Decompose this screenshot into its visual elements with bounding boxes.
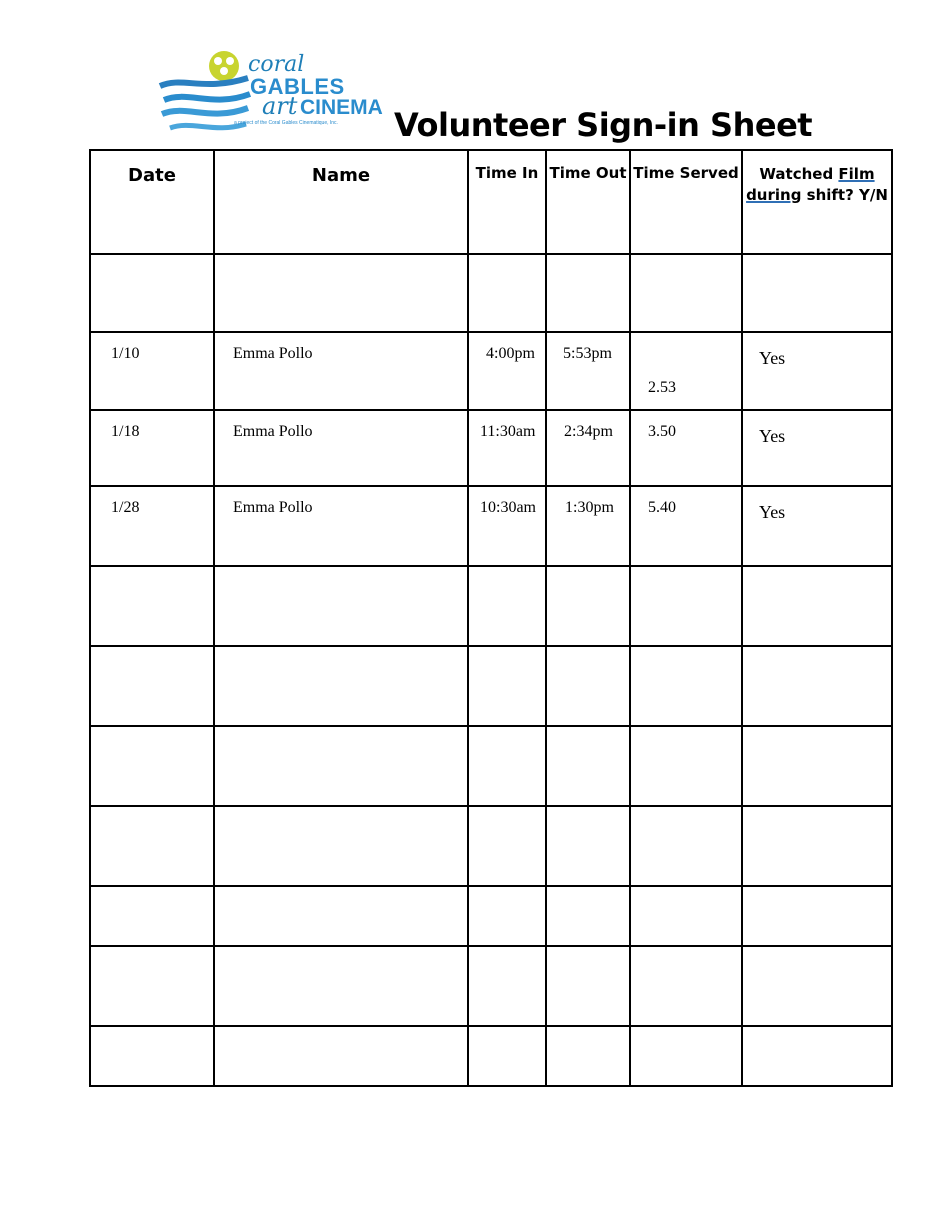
cell[interactable] — [214, 566, 468, 646]
table-row-blank — [90, 806, 892, 886]
cell-time-in[interactable] — [468, 486, 546, 566]
cell[interactable] — [90, 254, 214, 332]
cell-name[interactable] — [214, 332, 468, 410]
cell[interactable] — [630, 806, 742, 886]
cell-time-served[interactable] — [630, 486, 742, 566]
cell[interactable] — [630, 646, 742, 726]
row-watched: Yes — [759, 502, 786, 522]
cell[interactable] — [546, 566, 630, 646]
cell[interactable] — [630, 886, 742, 946]
cell[interactable] — [546, 806, 630, 886]
header-row — [90, 150, 892, 254]
cell[interactable] — [742, 726, 892, 806]
row-name: Emma Pollo — [233, 345, 313, 362]
cell[interactable] — [90, 566, 214, 646]
cell[interactable] — [468, 566, 546, 646]
cell[interactable] — [742, 646, 892, 726]
cell[interactable] — [468, 946, 546, 1026]
col-header-time-served: Time Served — [630, 150, 742, 254]
row-time-in: 4:00pm — [486, 345, 535, 362]
logo-text-gables: GABLES — [250, 74, 345, 99]
cell[interactable] — [214, 806, 468, 886]
cell-date[interactable] — [90, 332, 214, 410]
row-watched: Yes — [759, 426, 786, 446]
cell[interactable] — [546, 886, 630, 946]
row-time-out: 1:30pm — [565, 499, 614, 516]
watched-text-film: Film — [838, 165, 875, 183]
cell[interactable] — [468, 1026, 546, 1086]
col-header-name: Name — [214, 150, 468, 254]
cell-watched[interactable] — [742, 410, 892, 486]
cell[interactable] — [546, 726, 630, 806]
row-time-out: 2:34pm — [564, 423, 613, 440]
table-row — [90, 486, 892, 566]
cell[interactable] — [630, 254, 742, 332]
cell-name[interactable] — [214, 486, 468, 566]
cell[interactable] — [742, 566, 892, 646]
row-date: 1/10 — [111, 345, 140, 362]
row-date: 1/18 — [111, 423, 140, 440]
cell[interactable] — [90, 726, 214, 806]
cell-watched[interactable] — [742, 486, 892, 566]
table-row — [90, 410, 892, 486]
cell[interactable] — [742, 886, 892, 946]
cell[interactable] — [742, 946, 892, 1026]
logo-text-coral: coral — [248, 52, 305, 77]
coral-gables-art-cinema-logo — [158, 48, 398, 138]
row-time-served: 3.50 — [648, 423, 676, 440]
cell[interactable] — [90, 1026, 214, 1086]
cell[interactable] — [90, 886, 214, 946]
row-time-in: 10:30am — [480, 499, 536, 516]
row-time-in: 11:30am — [480, 423, 536, 440]
watched-text-2: shift? Y/N — [801, 186, 888, 204]
cell[interactable] — [90, 806, 214, 886]
cell[interactable] — [546, 646, 630, 726]
cell-name[interactable] — [214, 410, 468, 486]
cell[interactable] — [630, 946, 742, 1026]
cell[interactable] — [742, 806, 892, 886]
watched-text-1: Watched — [759, 165, 839, 183]
table-row-blank — [90, 254, 892, 332]
table-row — [90, 332, 892, 410]
cell[interactable] — [468, 254, 546, 332]
table-row-blank — [90, 646, 892, 726]
cell-time-out[interactable] — [546, 332, 630, 410]
cell[interactable] — [214, 946, 468, 1026]
row-name: Emma Pollo — [233, 423, 313, 440]
cell[interactable] — [214, 1026, 468, 1086]
cell-date[interactable] — [90, 410, 214, 486]
cell[interactable] — [214, 646, 468, 726]
col-header-time-in: Time In — [468, 150, 546, 254]
cell[interactable] — [90, 946, 214, 1026]
cell[interactable] — [742, 1026, 892, 1086]
cell[interactable] — [546, 254, 630, 332]
cell[interactable] — [468, 646, 546, 726]
cell[interactable] — [468, 886, 546, 946]
cell[interactable] — [90, 646, 214, 726]
cell-date[interactable] — [90, 486, 214, 566]
row-time-served: 2.53 — [648, 379, 676, 396]
watched-text-during: during — [746, 186, 802, 204]
cell[interactable] — [214, 726, 468, 806]
col-header-watched-film — [742, 150, 892, 254]
row-name: Emma Pollo — [233, 499, 313, 516]
cell[interactable] — [214, 886, 468, 946]
cell-time-out[interactable] — [546, 410, 630, 486]
sign-in-table — [89, 149, 893, 1087]
logo-text-cinema: CINEMA — [300, 96, 383, 119]
table-row-blank — [90, 946, 892, 1026]
cell-time-in[interactable] — [468, 332, 546, 410]
cell[interactable] — [630, 726, 742, 806]
cell[interactable] — [630, 1026, 742, 1086]
row-time-out: 5:53pm — [563, 345, 612, 362]
cell[interactable] — [742, 254, 892, 332]
col-header-time-out: Time Out — [546, 150, 630, 254]
cell[interactable] — [630, 566, 742, 646]
cell[interactable] — [546, 1026, 630, 1086]
logo-text-art: art — [262, 92, 298, 120]
table-row-blank — [90, 886, 892, 946]
cell[interactable] — [468, 806, 546, 886]
cell-watched[interactable] — [742, 332, 892, 410]
row-time-served: 5.40 — [648, 499, 676, 516]
cell[interactable] — [468, 726, 546, 806]
table-row-blank — [90, 1026, 892, 1086]
table-row-blank — [90, 566, 892, 646]
page-title: Volunteer Sign-in Sheet — [394, 106, 813, 144]
cell[interactable] — [214, 254, 468, 332]
row-watched: Yes — [759, 348, 786, 368]
row-date: 1/28 — [111, 499, 140, 516]
col-header-date: Date — [90, 150, 214, 254]
cell-time-out[interactable] — [546, 486, 630, 566]
cell-time-served[interactable] — [630, 410, 742, 486]
cell-time-served[interactable] — [630, 332, 742, 410]
table-row-blank — [90, 726, 892, 806]
logo-tagline: a project of the Coral Gables Cinematique, Inc. — [234, 120, 338, 126]
cell-time-in[interactable] — [468, 410, 546, 486]
cell[interactable] — [546, 946, 630, 1026]
